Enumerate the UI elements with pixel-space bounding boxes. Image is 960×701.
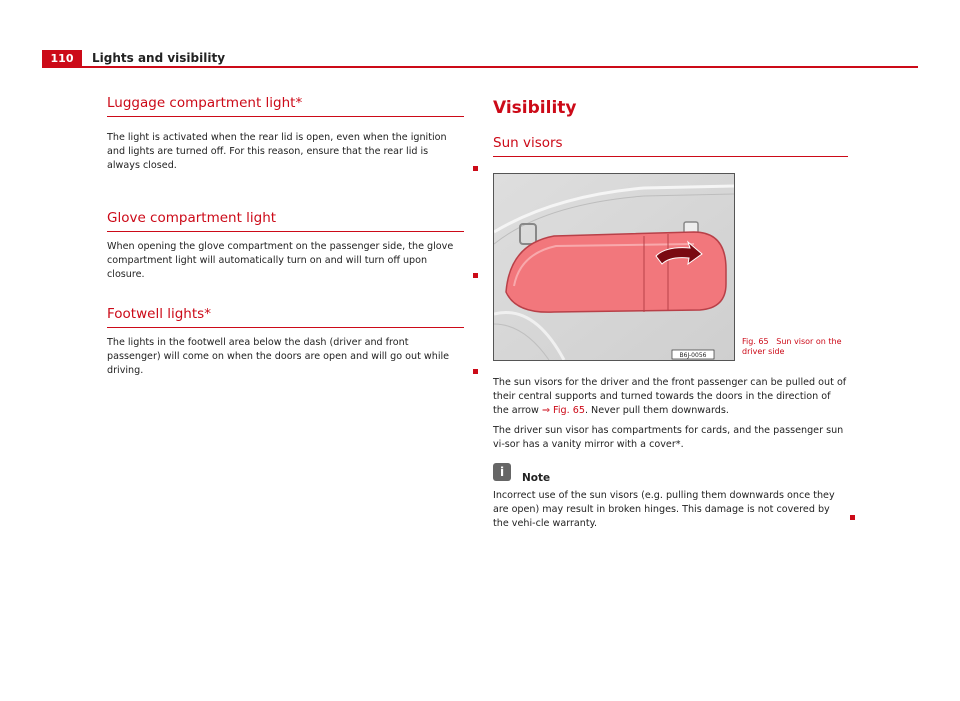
glove-heading: Glove compartment light	[107, 210, 464, 232]
note-label: Note	[522, 472, 551, 484]
sun-visor-paragraph-1: The sun visors for the driver and the front passenger can be pulled out of their central supports and turned towards the doors in the direction of the arrow ⇒ Fig. 65. Never pull them downwards.	[493, 377, 847, 416]
end-marker-icon	[473, 273, 478, 278]
luggage-body: The light is activated when the rear lid is open, even when the ignition and lights are turned off. For this reason, ensure that the rear lid is always closed.	[107, 132, 447, 171]
footwell-body: The lights in the footwell area below the dash (driver and front passenger) will come on when the doors are open and will go out while driving.	[107, 337, 450, 376]
right-column	[493, 98, 848, 558]
figure-caption-label: Fig. 65	[742, 337, 769, 346]
end-marker-icon	[850, 515, 855, 520]
figure-caption-text: Sun visor on the driver side	[742, 337, 842, 356]
sun-visor-illustration	[494, 174, 734, 360]
glove-section	[107, 210, 464, 280]
info-note-icon: i	[493, 463, 511, 481]
header-rule	[82, 66, 918, 68]
luggage-heading: Luggage compartment light*	[107, 95, 464, 117]
sun-visor-figure	[493, 173, 735, 361]
note-body: Incorrect use of the sun visors (e.g. pulling them downwards once they are open) may result in broken hinges. This damage is not covered by the vehi-cle warranty.	[493, 490, 835, 529]
page-number: 110	[42, 50, 82, 68]
running-head: Lights and visibility	[92, 51, 226, 65]
end-marker-icon	[473, 369, 478, 374]
end-marker-icon	[473, 166, 478, 171]
footwell-section	[107, 306, 464, 376]
luggage-section	[107, 95, 464, 171]
glove-body: When opening the glove compartment on the passenger side, the glove compartment light will automatically turn on and will turn off upon closure.	[107, 241, 454, 280]
chapter-title: Visibility	[493, 98, 577, 118]
footwell-heading: Footwell lights*	[107, 306, 464, 328]
figure-caption	[742, 337, 848, 357]
figure-reference-link[interactable]: ⇒ Fig. 65	[541, 405, 585, 416]
figure-code: B6J-0056	[679, 352, 707, 359]
section-title: Sun visors	[493, 135, 848, 157]
sun-visor-paragraph-2: The driver sun visor has compartments for cards, and the passenger sun vi-sor has a vanity mirror with a cover*.	[493, 425, 844, 450]
